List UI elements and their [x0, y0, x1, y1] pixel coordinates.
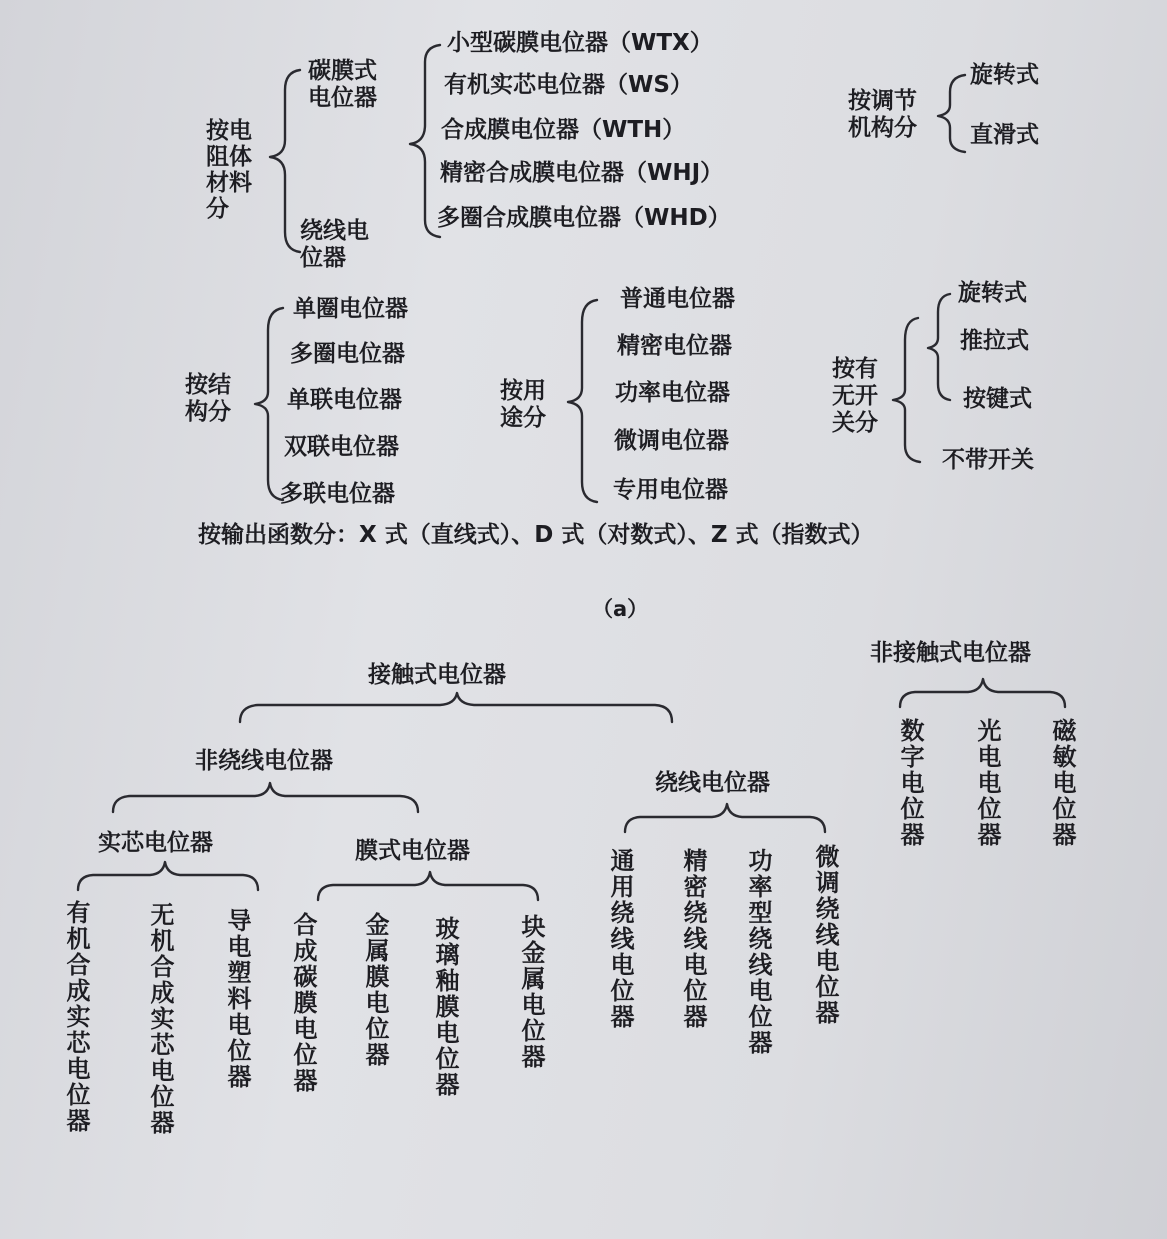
material-type-4: 精密合成膜电位器（WHJ） — [440, 160, 724, 186]
material-root-label: 按电阻体材料分 — [206, 118, 252, 222]
non-contact-type-1: 数字电位器 — [896, 718, 924, 848]
material-type-1: 小型碳膜电位器（WTX） — [447, 30, 713, 56]
usage-root-label: 按用途分 — [500, 378, 546, 431]
usage-type-5: 专用电位器 — [613, 477, 728, 503]
solid-type-2: 无机合成实芯电位器 — [146, 902, 174, 1136]
material-type-2: 有机实芯电位器（WS） — [444, 72, 693, 98]
structure-type-2: 多圈电位器 — [290, 341, 405, 367]
non-wirewound-label: 非绕线电位器 — [195, 748, 333, 774]
film-type-1: 合成碳膜电位器 — [289, 912, 317, 1094]
contact-root-label: 接触式电位器 — [368, 662, 506, 688]
solid-type-3: 导电塑料电位器 — [223, 908, 251, 1090]
usage-type-2: 精密电位器 — [617, 333, 732, 359]
film-type-3: 玻璃釉膜电位器 — [431, 916, 459, 1098]
structure-type-3: 单联电位器 — [287, 387, 402, 413]
usage-type-3: 功率电位器 — [615, 380, 730, 406]
non-contact-root-label: 非接触式电位器 — [870, 640, 1031, 666]
wire-type-3: 功率型绕线电位器 — [744, 848, 772, 1056]
usage-type-1: 普通电位器 — [620, 286, 735, 312]
switch-rotary: 旋转式 — [958, 280, 1027, 306]
wirewound-label: 绕线电位器 — [300, 218, 369, 271]
solid-type-1: 有机合成实芯电位器 — [62, 900, 90, 1134]
output-function-line: 按输出函数分：X 式（直线式）、D 式（对数式）、Z 式（指数式） — [198, 522, 874, 548]
film-type-2: 金属膜电位器 — [361, 912, 389, 1068]
non-contact-type-3: 磁敏电位器 — [1048, 718, 1076, 848]
carbon-film-label: 碳膜式电位器 — [308, 58, 377, 111]
film-type-label: 膜式电位器 — [355, 838, 470, 864]
material-type-3: 合成膜电位器（WTH） — [441, 117, 686, 143]
non-contact-type-2: 光电电位器 — [973, 718, 1001, 848]
wire-type-2: 精密绕线电位器 — [679, 848, 707, 1030]
solid-core-label: 实芯电位器 — [98, 830, 213, 856]
structure-type-4: 双联电位器 — [284, 434, 399, 460]
adjust-slide: 直滑式 — [970, 122, 1039, 148]
switch-root-label: 按有无开关分 — [832, 356, 878, 436]
switch-push-button: 按键式 — [963, 386, 1032, 412]
switch-none: 不带开关 — [942, 447, 1034, 473]
switch-push-pull: 推拉式 — [960, 328, 1029, 354]
structure-root-label: 按结构分 — [185, 372, 231, 425]
film-type-4: 块金属电位器 — [517, 914, 545, 1070]
structure-type-5: 多联电位器 — [280, 481, 395, 507]
wire-type-4: 微调绕线电位器 — [811, 844, 839, 1026]
structure-type-1: 单圈电位器 — [293, 296, 408, 322]
wire-type-1: 通用绕线电位器 — [606, 848, 634, 1030]
adjust-root-label: 按调节机构分 — [848, 88, 917, 141]
caption-a: （a） — [592, 597, 649, 621]
usage-type-4: 微调电位器 — [614, 428, 729, 454]
adjust-rotary: 旋转式 — [970, 62, 1039, 88]
material-type-5: 多圈合成膜电位器（WHD） — [437, 205, 731, 231]
wirewound-b-label: 绕线电位器 — [655, 770, 770, 796]
